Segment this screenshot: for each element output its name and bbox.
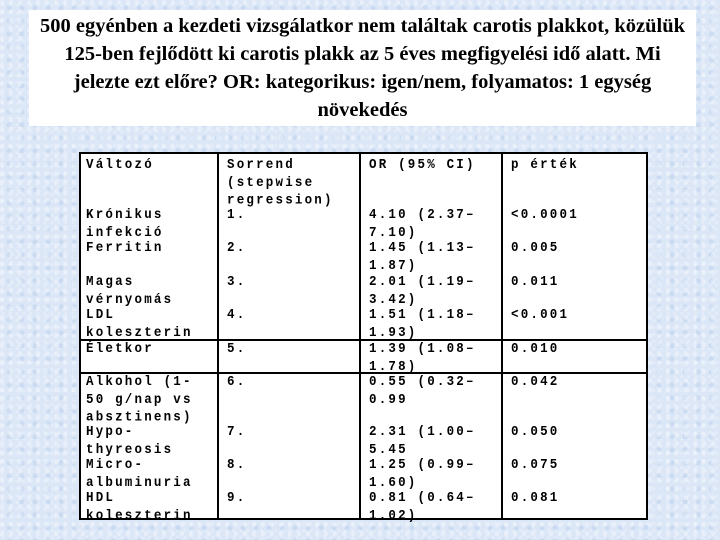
cell-variable: Életkor (86, 341, 154, 357)
cell-p-value: 0.042 (511, 374, 560, 390)
cell-variable: Ferritin (86, 240, 164, 256)
cell-p-value: <0.0001 (511, 207, 579, 223)
cell-p-value: 0.050 (511, 424, 560, 440)
cell-or: 2.01 (1.19– 3.42) (369, 274, 476, 308)
cell-variable: HDL koleszterin (86, 490, 193, 524)
cell-p-value: <0.001 (511, 307, 570, 323)
header-p-value: p érték (511, 157, 579, 173)
cell-or: 0.81 (0.64– 1.02) (369, 490, 476, 524)
header-variable: Változó (86, 157, 154, 173)
cell-or: 1.51 (1.18– 1.93) (369, 307, 476, 341)
cell-order: 4. (227, 307, 247, 323)
cell-or: 0.55 (0.32– 0.99 (369, 374, 476, 408)
cell-p-value: 0.081 (511, 490, 560, 506)
table-divider (217, 154, 219, 518)
cell-order: 8. (227, 457, 247, 473)
table-divider (359, 154, 361, 518)
cell-variable: Krónikus infekció (86, 207, 164, 241)
cell-variable: LDL koleszterin (86, 307, 193, 341)
cell-order: 6. (227, 374, 247, 390)
results-table (79, 152, 648, 524)
cell-variable: Micro- albuminuria (86, 457, 193, 491)
cell-or: 2.31 (1.00– 5.45 (369, 424, 476, 458)
header-or: OR (95% CI) (369, 157, 476, 173)
cell-p-value: 0.075 (511, 457, 560, 473)
cell-p-value: 0.005 (511, 240, 560, 256)
cell-variable: Alkohol (1- 50 g/nap vs absztinens) (86, 374, 193, 425)
cell-order: 1. (227, 207, 247, 223)
cell-or: 1.45 (1.13– 1.87) (369, 240, 476, 274)
cell-order: 2. (227, 240, 247, 256)
cell-order: 7. (227, 424, 247, 440)
cell-variable: Magas vérnyomás (86, 274, 174, 308)
title-box (29, 10, 696, 126)
cell-p-value: 0.010 (511, 341, 560, 357)
header-order: Sorrend (stepwise regression) (227, 157, 334, 208)
cell-or: 1.39 (1.08– 1.78) (369, 341, 476, 375)
cell-or: 4.10 (2.37– 7.10) (369, 207, 476, 241)
table-divider (501, 154, 503, 518)
slide-title: 500 egyénben a kezdeti vizsgálatkor nem találtak carotis plakkot, közülük 125-ben fejlődött ki carotis plakk az 5 éves megfigyelési idő alatt. Mi jelezte ezt előre? OR: kategorikus: igen/nem, folyamatos: 1 egység növekedés (39, 15, 686, 121)
cell-order: 9. (227, 490, 247, 506)
cell-variable: Hypo- thyreosis (86, 424, 174, 458)
cell-order: 3. (227, 274, 247, 290)
cell-order: 5. (227, 341, 247, 357)
cell-or: 1.25 (0.99– 1.60) (369, 457, 476, 491)
cell-p-value: 0.011 (511, 274, 560, 290)
